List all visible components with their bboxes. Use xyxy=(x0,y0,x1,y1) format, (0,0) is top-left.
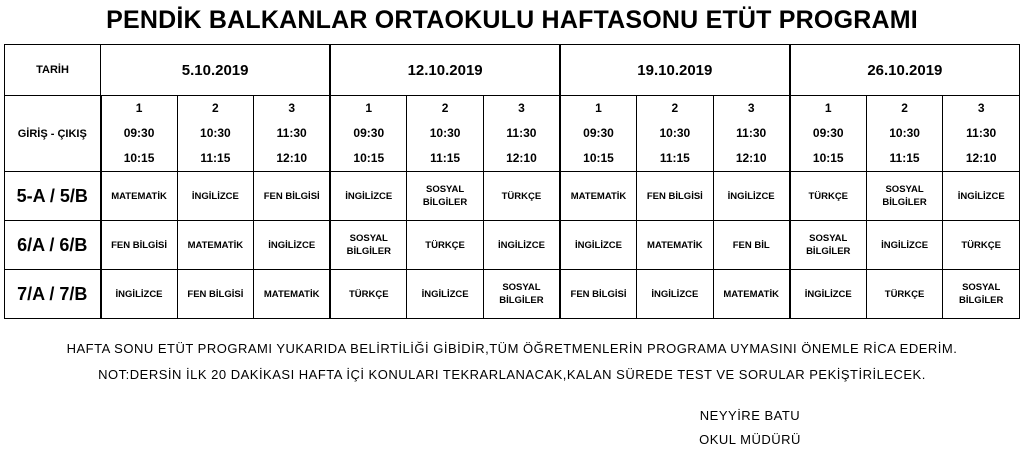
lesson-cell: MATEMATİK xyxy=(177,221,254,270)
lesson-cell: İNGİLİZCE xyxy=(866,221,943,270)
lesson-cell: İNGİLİZCE xyxy=(407,270,484,319)
lesson-cell: MATEMATİK xyxy=(101,172,178,221)
lesson-cell: İNGİLİZCE xyxy=(101,270,178,319)
lesson-cell: İNGİLİZCE xyxy=(254,221,331,270)
period-start: 09:30 xyxy=(123,126,155,140)
lesson-cell: İNGİLİZCE xyxy=(713,172,790,221)
lesson-cell: İNGİLİZCE xyxy=(483,221,560,270)
period-start: 10:30 xyxy=(429,126,461,140)
period-time-cell xyxy=(560,96,637,172)
period-start: 11:30 xyxy=(736,126,767,140)
lesson-cell: SOSYAL BİLGİLER xyxy=(483,270,560,319)
period-end: 12:10 xyxy=(735,151,767,165)
period-end: 10:15 xyxy=(583,151,614,165)
lesson-cell: FEN BİL xyxy=(713,221,790,270)
lesson-cell: İNGİLİZCE xyxy=(560,221,637,270)
period-no: 1 xyxy=(824,101,832,115)
lesson-cell: TÜRKÇE xyxy=(483,172,560,221)
entry-exit-label: GİRİŞ - ÇIKIŞ xyxy=(5,96,101,172)
period-end: 11:15 xyxy=(889,151,920,165)
period-time-cell xyxy=(790,96,867,172)
date-label: TARİH xyxy=(5,45,101,96)
lesson-cell: SOSYAL BİLGİLER xyxy=(790,221,867,270)
period-time-cell xyxy=(177,96,254,172)
period-time-cell xyxy=(943,96,1020,172)
lesson-cell: FEN BİLGİSİ xyxy=(637,172,714,221)
class-row xyxy=(5,221,1020,270)
period-end: 11:15 xyxy=(659,151,690,165)
period-time-cell xyxy=(866,96,943,172)
lesson-cell: MATEMATİK xyxy=(637,221,714,270)
lesson-cell: İNGİLİZCE xyxy=(637,270,714,319)
class-name: 5-A / 5/B xyxy=(5,172,101,221)
lesson-cell: SOSYAL BİLGİLER xyxy=(330,221,407,270)
lesson-cell: İNGİLİZCE xyxy=(790,270,867,319)
period-start: 11:30 xyxy=(276,126,307,140)
period-no: 1 xyxy=(365,101,373,115)
class-name: 7/A / 7/B xyxy=(5,270,101,319)
period-no: 2 xyxy=(441,101,449,115)
period-no: 2 xyxy=(671,101,679,115)
class-row xyxy=(5,270,1020,319)
period-no: 1 xyxy=(135,101,143,115)
lesson-cell: FEN BİLGİSİ xyxy=(177,270,254,319)
period-start: 11:30 xyxy=(966,126,997,140)
period-end: 11:15 xyxy=(430,151,461,165)
period-no: 1 xyxy=(595,101,602,115)
time-row xyxy=(5,96,1020,172)
period-no: 3 xyxy=(288,101,296,115)
period-time-cell xyxy=(254,96,331,172)
period-start: 09:30 xyxy=(353,126,385,140)
lesson-cell: TÜRKÇE xyxy=(790,172,867,221)
signer-title: OKUL MÜDÜRÜ xyxy=(699,432,801,447)
date-cell: 12.10.2019 xyxy=(330,45,560,96)
schedule-table xyxy=(4,44,1020,319)
period-time-cell xyxy=(407,96,484,172)
date-row xyxy=(5,45,1020,96)
class-name: 6/A / 6/B xyxy=(5,221,101,270)
period-start: 09:30 xyxy=(583,126,614,140)
period-time-cell xyxy=(101,96,178,172)
footer-note-1: HAFTA SONU ETÜT PROGRAMI YUKARIDA BELİRTİLİĞİ GİBİDİR,TÜM ÖĞRETMENLERİN PROGRAMA UYMASINI ÖNEMLE RİCA EDERİM. xyxy=(66,341,958,356)
period-time-cell xyxy=(483,96,560,172)
period-start: 10:30 xyxy=(200,126,231,140)
period-end: 11:15 xyxy=(200,151,231,165)
page-title: PENDİK BALKANLAR ORTAOKULU HAFTASONU ETÜT PROGRAMI xyxy=(106,6,918,34)
period-time-cell xyxy=(713,96,790,172)
lesson-cell: İNGİLİZCE xyxy=(177,172,254,221)
lesson-cell: İNGİLİZCE xyxy=(943,172,1020,221)
period-start: 11:30 xyxy=(506,126,537,140)
lesson-cell: TÜRKÇE xyxy=(330,270,407,319)
lesson-cell: FEN BİLGİSİ xyxy=(101,221,178,270)
lesson-cell: FEN BİLGİSİ xyxy=(254,172,331,221)
period-end: 10:15 xyxy=(353,151,385,165)
period-end: 10:15 xyxy=(812,151,844,165)
lesson-cell: MATEMATİK xyxy=(560,172,637,221)
lesson-cell: MATEMATİK xyxy=(254,270,331,319)
period-no: 3 xyxy=(518,101,525,115)
footer-note-2: NOT:DERSİN İLK 20 DAKİKASI HAFTA İÇİ KONULARI TEKRARLANACAK,KALAN SÜREDE TEST VE SORULAR PEKİŞTİRİLECEK. xyxy=(98,367,926,382)
period-time-cell xyxy=(637,96,714,172)
period-no: 2 xyxy=(901,101,908,115)
signer-name: NEYYİRE BATU xyxy=(699,408,801,423)
period-end: 12:10 xyxy=(965,151,997,165)
date-cell: 5.10.2019 xyxy=(101,45,331,96)
lesson-cell: İNGİLİZCE xyxy=(330,172,407,221)
lesson-cell: FEN BİLGİSİ xyxy=(560,270,637,319)
period-no: 3 xyxy=(977,101,985,115)
lesson-cell: TÜRKÇE xyxy=(866,270,943,319)
lesson-cell: MATEMATİK xyxy=(713,270,790,319)
period-end: 12:10 xyxy=(506,151,537,165)
lesson-cell: SOSYAL BİLGİLER xyxy=(866,172,943,221)
date-cell: 26.10.2019 xyxy=(790,45,1020,96)
lesson-cell: TÜRKÇE xyxy=(943,221,1020,270)
period-time-cell xyxy=(330,96,407,172)
lesson-cell: TÜRKÇE xyxy=(407,221,484,270)
lesson-cell: SOSYAL BİLGİLER xyxy=(407,172,484,221)
period-end: 12:10 xyxy=(276,151,308,165)
period-no: 2 xyxy=(212,101,219,115)
date-cell: 19.10.2019 xyxy=(560,45,790,96)
period-end: 10:15 xyxy=(123,151,155,165)
period-no: 3 xyxy=(747,101,755,115)
period-start: 10:30 xyxy=(659,126,691,140)
class-row xyxy=(5,172,1020,221)
period-start: 10:30 xyxy=(889,126,920,140)
lesson-cell: SOSYAL BİLGİLER xyxy=(943,270,1020,319)
period-start: 09:30 xyxy=(812,126,844,140)
